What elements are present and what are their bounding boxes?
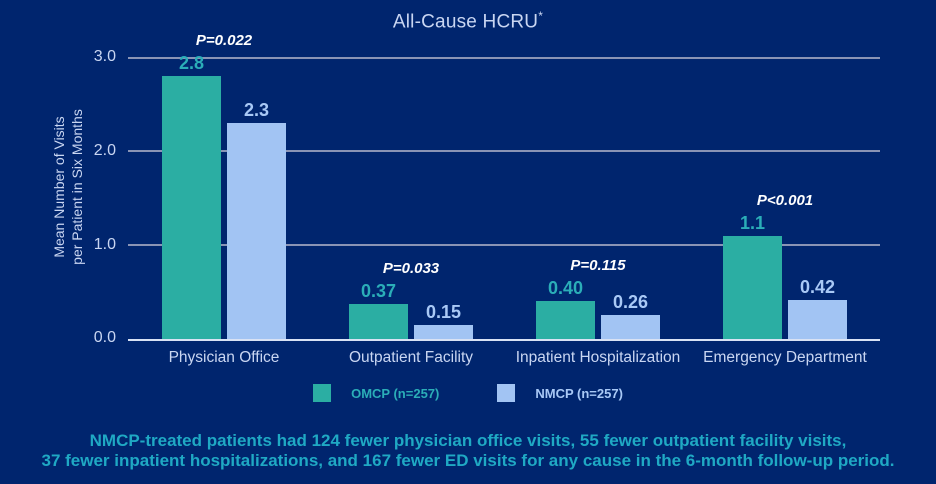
bar-nmcp	[601, 291, 660, 339]
bar-value-label: 2.3	[243, 99, 270, 120]
bar-group	[515, 257, 681, 366]
legend-swatch-omcp	[313, 384, 331, 402]
y-tick-label: 2.0	[93, 142, 116, 159]
legend-swatch-nmcp	[497, 384, 515, 402]
chart-title-text: All-Cause HCRU	[392, 11, 539, 33]
bar-value-label: 0.42	[799, 276, 836, 297]
legend-label-nmcp: NMCP (n=257)	[535, 385, 623, 401]
bar-omcp	[349, 281, 408, 339]
bar-nmcp	[788, 276, 847, 339]
legend-item-nmcp	[497, 384, 623, 402]
bar-group	[703, 191, 867, 366]
bar-group	[162, 31, 286, 366]
p-value-label: P=0.022	[195, 31, 253, 49]
category-label: Inpatient Hospitalization	[515, 349, 681, 366]
category-label: Emergency Department	[703, 349, 867, 366]
category-label: Physician Office	[168, 349, 280, 366]
bar-nmcp	[414, 301, 473, 339]
bar-omcp	[162, 52, 221, 339]
bar-value-label: 0.37	[360, 281, 397, 302]
p-value-label: P=0.115	[570, 257, 626, 275]
legend-label-omcp: OMCP (n=257)	[351, 385, 440, 401]
plot-area	[93, 31, 880, 366]
bar-nmcp	[227, 99, 286, 339]
y-tick-label: 1.0	[93, 236, 116, 253]
bar-omcp	[536, 278, 595, 339]
caption	[0, 431, 936, 470]
bar-value-label: 1.1	[739, 212, 766, 233]
y-axis-title-line1: Mean Number of Visits	[51, 116, 67, 258]
legend-item-omcp	[313, 384, 439, 402]
y-axis-title-line2: per Patient in Six Months	[69, 109, 85, 265]
category-label: Outpatient Facility	[348, 349, 474, 366]
title-asterisk: *	[538, 9, 544, 23]
p-value-label: P=0.033	[382, 260, 440, 278]
bar-omcp	[723, 212, 782, 339]
y-tick-label: 0.0	[93, 329, 116, 346]
bar-value-label: 0.15	[425, 301, 462, 322]
bar-groups	[128, 31, 880, 366]
caption-line1: NMCP-treated patients had 124 fewer physician office visits, 55 fewer outpatient facility visits,	[89, 431, 847, 450]
chart-title	[0, 9, 936, 33]
bar-value-label: 0.26	[612, 291, 649, 312]
caption-line2: 37 fewer inpatient hospitalizations, and 167 fewer ED visits for any cause in the 6-month follow-up period.	[41, 450, 895, 470]
bar-group	[348, 260, 474, 366]
bar-value-label: 2.8	[178, 52, 205, 73]
p-value-label: P<0.001	[756, 191, 814, 209]
bar-value-label: 0.40	[547, 278, 584, 299]
legend	[0, 384, 936, 402]
y-tick-label: 3.0	[93, 48, 116, 65]
